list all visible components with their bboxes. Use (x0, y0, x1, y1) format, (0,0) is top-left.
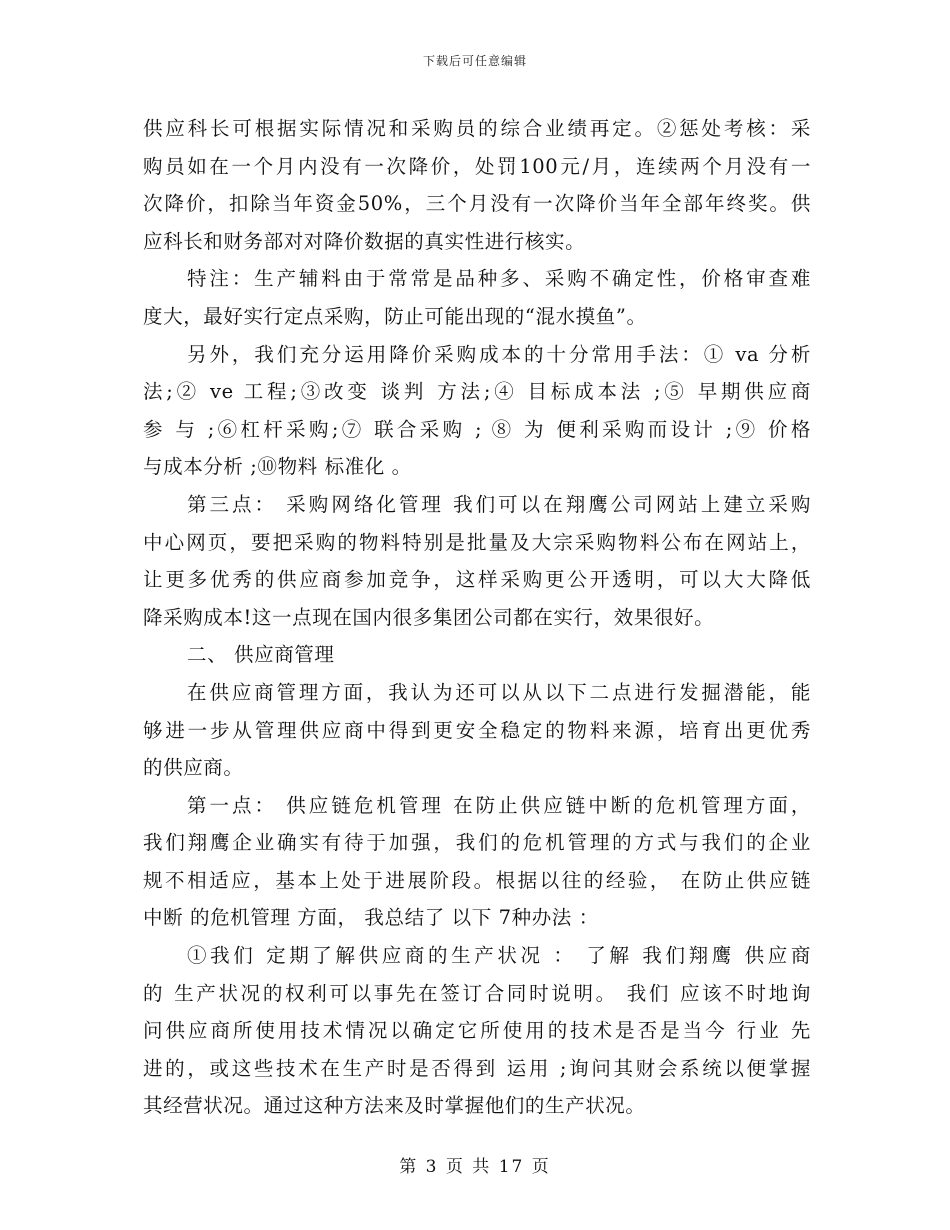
text-line: 让更多优秀的供应商参加竞争，这样采购更公开透明，可以大大降低 (143, 568, 811, 592)
text-line: 的供应商。 (143, 756, 244, 780)
text-line: 的 生产状况的权利可以事先在签订合同时说明。 我们 应该不时地询 (143, 981, 811, 1005)
text-line: 与成本分析 ;⑩物料 标准化 。 (143, 455, 412, 479)
text-line: 第三点： 采购网络化管理 我们可以在翔鹰公司网站上建立采购 (187, 492, 811, 516)
text-line: 法;② ve 工程;③改变 谈判 方法;④ 目标成本法 ;⑤ 早期供应商 (143, 380, 811, 404)
text-line: 特注：生产辅料由于常常是品种多、采购不确定性，价格审查难 (187, 267, 811, 291)
text-line: 参 与 ;⑥杠杆采购;⑦ 联合采购 ; ⑧ 为 便利采购而设计 ;⑨ 价格 (143, 417, 811, 441)
text-line: 我们翔鹰企业确实有待于加强，我们的危机管理的方式与我们的企业 (143, 831, 811, 855)
text-line: ①我们 定期了解供应商的生产状况 ： 了解 我们翔鹰 供应商 (187, 944, 811, 968)
text-line: 应科长和财务部对对降价数据的真实性进行核实。 (143, 229, 586, 253)
text-line: 中心网页，要把采购的物料特别是批量及大宗采购物料公布在网站上， (143, 530, 811, 554)
text-line: 规不相适应，基本上处于进展阶段。根据以往的经验， 在防止供应链 (143, 868, 811, 892)
page-number: 第 3 页 共 17 页 (399, 1157, 551, 1177)
text-line: 次降价，扣除当年资金50%，三个月没有一次降价当年全部年终奖。供 (143, 192, 811, 216)
text-line: 进的，或这些技术在生产时是否得到 运用 ;询问其财会系统以便掌握 (143, 1056, 811, 1080)
text-line: 另外，我们充分运用降价采购成本的十分常用手法：① va 分析 (187, 342, 811, 366)
text-line: 第一点： 供应链危机管理 在防止供应链中断的危机管理方面， (187, 793, 811, 817)
text-line: 供应科长可根据实际情况和采购员的综合业绩再定。②惩处考核：采 (143, 117, 811, 140)
section-heading: 二、 供应商管理 (187, 643, 335, 667)
text-line: 中断 的危机管理 方面， 我总结了 以下 7种办法 ： (143, 906, 599, 930)
text-line: 在供应商管理方面，我认为还可以从以下二点进行发掘潜能，能 (187, 680, 811, 704)
page-header: 下载后可任意编辑 (422, 54, 527, 68)
text-line: 降采购成本!这一点现在国内很多集团公司都在实行，效果很好。 (143, 605, 715, 629)
document-body (143, 110, 811, 1125)
text-line: 问供应商所使用技术情况以确定它所使用的技术是否是当今 行业 先 (143, 1019, 811, 1043)
text-line: 其经营状况。通过这种方法来及时掌握他们的生产状况。 (143, 1094, 646, 1118)
text-line: 度大，最好实行定点采购，防止可能出现的“混水摸鱼”。 (143, 304, 647, 328)
text-line: 够进一步从管理供应商中得到更安全稳定的物料来源，培育出更优秀 (143, 718, 811, 742)
text-line: 购员如在一个月内没有一次降价，处罚100元/月，连续两个月没有一 (143, 154, 811, 178)
